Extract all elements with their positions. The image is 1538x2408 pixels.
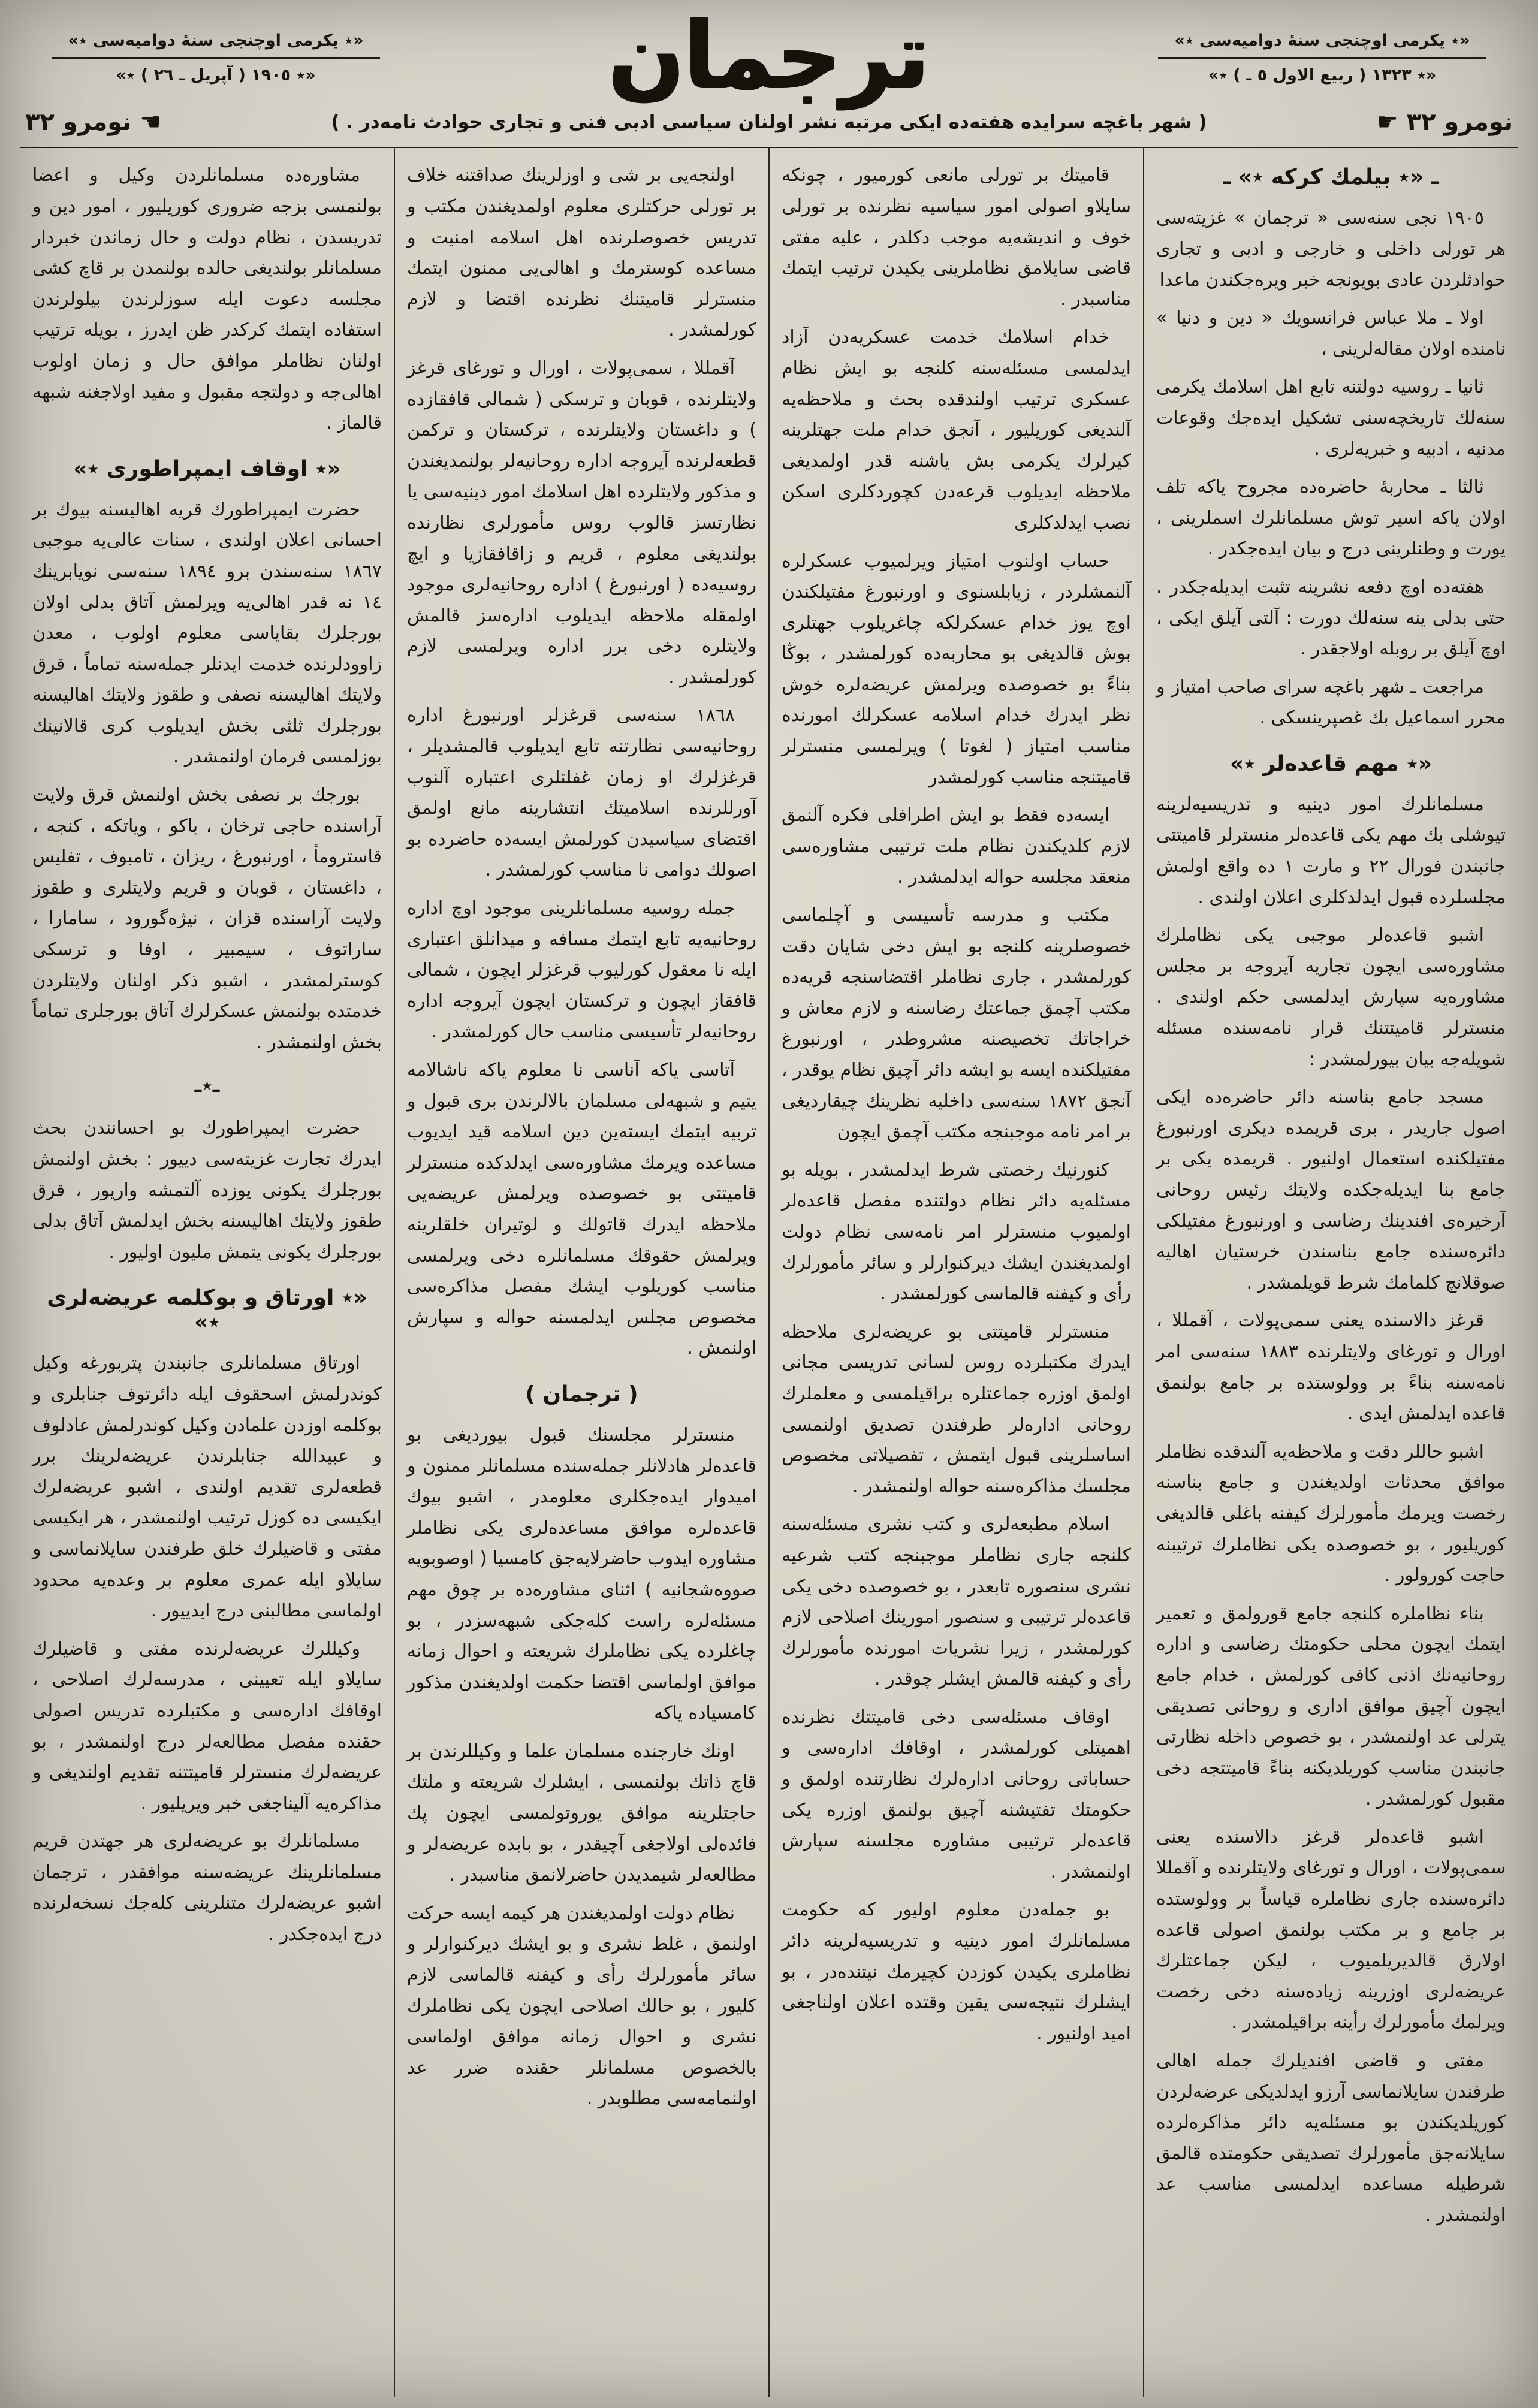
article-paragraph: منسترلر مجلسنك قبول بیوردیغی بو قاعده‌لر هادلانلر جمله‌سنده مسلمانلر ممنون و امیدوار ایده‌جكلری معلومدر ، اشبو بیوك قاعده‌لره موافق مساعده‌لری یكی نظاملر مشاوره ایدوب حاضرلایه‌جق كامسیا ( اوصوبویه صووه‌شجانیه ) اثنای مشاوره‌ده بر چوق مهم مسئله‌لره راست كله‌جكی شبهه‌سزدر ، بو چاغلرده یكی نظاملرك شریعته و احوال زمانه موافق اولماسی اقتضا حكمت اولدیغندن مذكور كامسیاده یاكه (407, 1424, 756, 1724)
article-paragraph: مسلمانلرك بو عریضه‌لری هر جهتدن قریم مسلمانلرینك عریضه‌سنه موافقدر ، ترجمان اشبو عریضه‌لرك متنلرینی كله‌جك نسخه‌لرنده درج ایده‌جكدر . (32, 1831, 382, 1945)
masthead-dateline-left (24, 18, 408, 85)
article-paragraph: بورجك بر نصفی بخش اولنمش قرق ولایت آراسنده حاجی ترخان ، باكو ، ویاتكه ، كنجه ، قاسترومأ ، اورنبورغ ، ریزان ، تامبوف ، تفلیس ، داغستان ، قوبان و قریم ولایتلری و طقوز ولایت آراسنده قزان ، نیژه‌گورود ، سامارا ، ساراتوف ، سیمبیر ، اوفا و ترسكی كوسترلمشدر ، اشبو ذكر اولنان ولایتلردن خدمتده بولنمش عسكرلرك آتاق بورجلری تماماً بخش اولنمشدر . (32, 784, 382, 1053)
article-column-3 (395, 148, 770, 2397)
section-heading: ـ «٭ بیلمك كركه ٭» ـ (1223, 165, 1439, 190)
article-paragraph: آتاسی یاكه آناسی نا معلوم یاكه ناشالامه یتیم و شبهه‌لی مسلمان بالالرندن بری قبول و تربیه ایتمك ایسته‌ین دین اسلامه قید ایدیوب مساعده ویرمك مشاوره‌سی ایدلدكده منسترلر قامیتتی بو خصوصده ویرلمش عریضه‌یی ملاحظه ایدرك قاتولك و لوتیران خلقلرینه ویرلمش حقوقك مسلمانلره دخی ویرلمسی مناسب كوریلوب ایشك مفصل مذاكره‌سی مخصوص مجلس ایدلمسنه حواله و سپارش اولنمش . (407, 1060, 756, 1359)
article-paragraph: اولا ـ ملا عباس فرانسویك « دین و دنیا » نامنده اولان مقاله‌لرینی ، (1156, 307, 1506, 360)
article-paragraph: كنورنیك رخصتی شرط ایدلمشدر ، بویله بو مسئله‌یه دائر نظام دولتنده مفصل قاعده‌لر اولمیوب منسترلر امر نامه‌سی نظام دولت اولمدیغندن ایشك دیركنوارلر و سائر مأمورلرك رأی و كیفنه قالماسی كورلمشدر . (782, 1159, 1131, 1305)
newspaper-title: ترجمان (608, 2, 930, 110)
article-column-2 (770, 148, 1144, 2397)
article-paragraph: ثالثا ـ محاربهٔ حاضره‌ده مجروح یاكه تلف اولان یاكه اسیر توش مسلمانلرك اسملرینی ، یورت و وطنلرینی درج و بیان ایده‌جكدر . (1156, 476, 1506, 560)
article-paragraph: ثانیا ـ روسیه دولتنه تابع اهل اسلامك یكرمی سنه‌لك تاریخچه‌سنی تشكیل ایده‌جك وقوعات مدنیه ، ادبیه و خبریه‌لری . (1156, 376, 1506, 460)
article-paragraph: هفته‌ده اوچ دفعه نشرینه تثبت ایدیله‌جكدر . حتی بدلی ینه سنه‌لك دورت : آلتی آیلق ایكی ، اوچ آیلق بر روبله اولاجقدر . (1156, 576, 1506, 660)
article-paragraph: اونك خارجنده مسلمان علما و وكیللرندن بر قاچ ذاتك بولنمسی ، ایشلرك شریعته و ملتك حاجتلرینه موافق یوروتولمسی ایچون پك فائده‌لی اولاجغی آچیقدر ، بو بابده عریضه‌لر و مطالعه‌لر شیمدیدن حاضرلانمق مناسبدر . (407, 1740, 756, 1886)
article-paragraph: ایسه‌ده فقط بو ایش اطرافلی فكره آلنمق لازم كلدیكندن نظام ملت ترتیبی مشاوره‌سی منعقد مجلسه حواله ایدلمشدر . (782, 805, 1131, 888)
article-paragraph: وكیللرك عریضه‌لرنده مفتی و قاضیلرك سایلاو ایله تعیینی ، مدرسه‌لرك اصلاحی ، اوقافك اداره‌سی و مكتبلرده تدریس اصولی حقنده مفصل مطالعه‌لر درج اولنمشدر ، بو عریضه‌لرك منسترلر قامیتتنه تقدیم اولندیغی و مذاكره‌یه آلیناجغی خبر ویریلیور . (32, 1638, 382, 1814)
article-paragraph: اولنجه‌یی بر شی و اوزلرینك صداقتنه خلاف بر تورلی حركتلری معلوم اولمدیغندن مكتب و تدریس خصوصلرنده اهل اسلامه امنیت و مساعده كوسترمك و اهالی‌یی ممنون ایتمك منسترلر قامیتنك نظرنده اقتضا و لازم كورلمشدر . (407, 165, 756, 341)
article-columns (20, 146, 1518, 2397)
masthead-left-rule (52, 57, 380, 59)
article-paragraph: مراجعت ـ شهر باغچه سرای صاحب امتیاز و محرر اسماعیل بك غصپرینسكی . (1156, 676, 1506, 729)
issue-number-left: نومرو ٣٢ (25, 108, 132, 137)
article-paragraph: آقمللا ، سمی‌پولات ، اورال و تورغای قرغز ولایتلرنده ، قوبان و ترسكی ( شمالی قافقازده ) و داغستان ولایتلرنده ، تركستان و تركمن قطعه‌لرنده آیروجه اداره روحانیه‌لر بولنمدیغندن و مذكور ولایتلرده اهل اسلامك امور دینیه‌سی یا نظارتسز قالوب روس مأمورلری نظارنده بولندیغی معلوم ، قریم و زاقافقازیا و ایچ روسیه‌ده ( اورنبورغ ) اداره روحانیه‌لری موجود اولمقله ملاحظه ایدیلوب اداره‌سز قالمش ولایتلره دخی برر اداره ویرلمسی لازم كورلمشدر . (407, 357, 756, 688)
article-paragraph: مكتب و مدرسه تأسیسی و آچلماسی خصوصلرینه كلنجه بو ایش دخی شایان دقت كورلمشدر ، جاری نظاملر اقتضاسنجه قریه‌ده مكتب آچمق جماعتك رضاسنه و لازم معاش و خراجاتك تخصیصنه مشروطدر ، اورنبورغ مفتیلكنده ایسه بو ایشه دائر آچیق نظام یوقدر ، آنجق ١٨٧٢ سنه‌سی داخلیه نظرینك چیقاردیغی بر امر نامه موجبنجه مكتب آچمق ایچون (782, 905, 1131, 1143)
issue-number-right: نومرو ٣٢ (1406, 108, 1513, 137)
article-paragraph: مسجد جامع بناسنه دائر حاضره‌ده ایكی اصول جاریدر ، بری قریمده دیكری اورنبورغ مفتیلكنده استعمال اولنیور . قریمده یكی بر جامع بنا ایدیله‌جكده ولایتك رئیس روحانی آرخیره‌ی افندینك رضاسی و اورنبورغ مفتیلكی دائره‌سنده جامع بناسندن خرستیان اهالیه صوقلانچ كلمامك شرط قویلمشدر . (1156, 1087, 1506, 1293)
masthead-right-year-line: «٭ یكرمی اوچنجی سنهٔ دوامیه‌سی ٭» (1174, 31, 1470, 50)
section-heading: «٭ اوقاف ایمپراطوری ٭» (73, 456, 341, 481)
article-paragraph: بناء نظاملره كلنجه جامع قورولمق و تعمیر ایتمك ایچون محلی حكومتك رضاسی و اداره روحانیه‌نك اذنی كافی كورلمش ، خدام جامع ایچون آچیق موافق اداری و روحانی تصدیقی یترلی عد اولنمشدر ، بو خصوص داخله نظارتی جانبندن مناسب كوریلدیكنه بناءً قامیتتجه دخی مقبول كورلمشدر . (1156, 1603, 1506, 1810)
article-paragraph: مفتی و قاضی افندیلرك جمله اهالی طرفندن سایلانماسی آرزو ایدلدیكی عرضه‌لردن كوریلدیكندن بو مسئله‌یه دائر مذاكره‌لرده سایلانه‌جق مأمورلرك تصدیقی حكومتده قالمق شرطیله مساعده ایدلمسی مناسب عد اولنمشدر . (1156, 2050, 1506, 2226)
section-heading: «٭ اورتاق و بوكلمه عریضه‌لری ٭» (47, 1286, 367, 1335)
masthead-left-year-line: «٭ یكرمی اوچنجی سنهٔ دوامیه‌سی ٭» (68, 31, 364, 50)
pointer-hand-right-icon: ☛ (1376, 108, 1398, 137)
article-paragraph: مسلمانلرك امور دینیه و تدریسیه‌لرینه تیوشلی بك مهم یكی قاعده‌لر منسترلر قامیتتی جانبندن فورال ٢٢ و مارت ١ ده واقع اولمش مجلسلرده قبول ایدلدكلری اعلان اولندی . (1156, 793, 1506, 908)
pointer-hand-left-icon: ☚ (140, 108, 162, 137)
masthead-left-date-line: «٭ ١٩٠٥ ( آپریل ـ ٢٦ ) ٭» (116, 66, 316, 85)
masthead (20, 2, 1518, 110)
section-divider: ـ٭ـ (194, 1073, 220, 1098)
article-paragraph: حضرت ایمپراطورك قریه اهالیسنه بیوك بر احسانی اعلان اولندی ، سنات عالی‌یه موجبی ١٨٦٧ سنه‌سندن برو ١٨٩٤ سنه‌سی نویابرینك ١٤ نه قدر اهالی‌یه ویرلمش آتاق بدلی اولان بورجلرك بقایاسی معلوم اولوب ، معدن زاوودلرنده خدمت ایدنلر جمله‌سنه تماماً ، قرق ولایتك اهالیسنه نصفی و طقوز ولایتك اهالیسنه بورجلرك ثلثی بخش ایدیلوب كری قالانینك بوزلمسی فرمان اولنمشدر . (32, 499, 382, 768)
masthead-dateline-right (1130, 18, 1514, 85)
article-paragraph: اشبو قاعده‌لر موجبی یكی نظاملرك مشاوره‌سی ایچون تجاریه آیروجه بر مجلس مشاوره‌یه سپارش ایدلمسی حكم اولندی . منسترلر قامیتتنك قرار نامه‌سنده مسئله شویله‌جه بیان بیورلمشدر : (1156, 925, 1506, 1070)
article-paragraph: قامیتك بر تورلی مانعی كورمیور ، چونكه سایلاو اصولی امور سیاسیه نظرنده بر تورلی خوف و اندیشه‌یه موجب دكلدر ، علیه مفتی قاضی سایلامق نظاملرینی یكیدن ترتیب ایتمك مناسبدر . (782, 165, 1131, 310)
masthead-right-rule (1158, 57, 1486, 59)
article-paragraph: ١٩٠٥ نجی سنه‌سی « ترجمان » غزیته‌سی هر تورلی داخلی و خارجی و ادبی و تجاری حوادثلردن عادی بویونجه خبر ویره‌جكندن ماعدا (1156, 207, 1506, 291)
article-paragraph: خدام اسلامك خدمت عسكریه‌دن آزاد ایدلمسی مسئله‌سنه كلنجه بو ایش نظام عسكری ترتیب اولندقده بحث و ملاحظه‌یه آلندیغی كوریلیور ، آنجق خدام ملت جهتلرینه كیرلرك یكرمی بش یاشنه قدر اولمدیغی ملاحظه ایدیلوب قرعه‌دن كچوردكلری اسكن نصب ایدلدكلری (782, 327, 1131, 533)
article-column-4 (20, 148, 395, 2397)
article-paragraph: حساب اولنوب امتیاز ویرلمیوب عسكرلره آلنمشلردر ، زیابلسنوی و اورنبورغ مفتیلكندن اوچ یوز خدام عسكرلكه چاغریلوب جهتلری بوش قالدیغی بو محاربه‌ده كورلمشدر ، بوڭا بناءً بو خصوصده ویرلمش عریضه‌لره خوش نظر ایدرك خدام اسلامه عسكرلك امورنده مناسب امتیاز ( لغوتا ) ویرلمسی منسترلر قامیتنجه مناسب كورلمشدر (782, 550, 1131, 788)
section-heading: ( ترجمان ) (525, 1381, 638, 1407)
article-paragraph: نظام دولت اولمدیغندن هر كیمه ایسه حركت اولنمق ، غلط نشری و بو ایشك دیركنوارلر و سائر مأمورلرك رأی و كیفنه قالماسی لازم كلیور ، بو حالك اصلاحی ایچون یكی نظاملرك نشری و احوال زمانه موافق اولماسی بالخصوص مسلمانلر حقنده ضرر عد اولنمامه‌سی مطلوبدر . (407, 1902, 756, 2110)
article-paragraph: قرغز دالاسنده یعنی سمی‌پولات ، آقمللا ، اورال و تورغای ولایتلرنده ١٨٨٣ سنه‌سی امر نامه‌سنه بناءً بر وولوستده بر جامع بولنمق قاعده ایدلمش ایدی . (1156, 1310, 1506, 1425)
newspaper-subtitle: ( شهر باغچه سرایده هفته‌ده ایكی مرتبه نشر اولنان سیاسی ادبی فنی و تجاری حوادث نامه‌در . ) (331, 111, 1207, 134)
article-paragraph: ١٨٦٨ سنه‌سی قرغزلر اورنبورغ اداره روحانیه‌سی نظارتنه تابع ایدیلوب قالمشدیلر ، قرغزلرك او زمان غفلتلری اعتباره آلنوب آورللرنده اسلامیتك انتشارینه مانع اولمق اقتضای سیاسیدن كورلمش ایسه‌ده حاضرده بو اصولك دوامی نا مناسب كورلمشدر . (407, 705, 756, 881)
article-paragraph: جمله روسیه مسلمانلرینی موجود اوچ اداره روحانیه‌یه تابع ایتمك مسافه و میدانلق اعتباری ایله نا معقول كورلیوب قرغزلر ایچون ، شمالی قافقاز ایچون و تركستان ایچون آیروجه اداره روحانیه‌لر تأسیسی مناسب حال كورلمشدر . (407, 898, 756, 1043)
article-paragraph: اشبو قاعده‌لر قرغز دالاسنده یعنی سمی‌پولات ، اورال و تورغای ولایتلرنده و آقمللا دائره‌سنده جاری نظاملره قیاساً بر وولوستده بر جامع و بر مكتب بولنمق اصولی قاعده اولارق قالدیریلمیوب ، لیكن جماعتلرك عریضه‌لری اوزرینه زیاده‌سنه دخی رخصت ویرلمك مأمورلرك رأینه براقیلمشدر . (1156, 1826, 1506, 2033)
article-paragraph: اوقاف مسئله‌سی دخی قامیتتك نظرنده اهمیتلی كورلمشدر ، اوقافك اداره‌سی و حساباتی روحانی اداره‌لرك نظارتنده اولمق و حكومتك تفتیشنه آچیق بولنمق اوزره یكی قاعده‌لر ترتیبی مشاوره مجلسنه سپارش اولنمشدر . (782, 1706, 1131, 1882)
section-heading: «٭ مهم قاعده‌لر ٭» (1229, 751, 1433, 776)
article-paragraph: مشاوره‌ده مسلمانلردن وكیل و اعضا بولنمسی بزجه ضروری كوریلیور ، امور دین و تدریسدن ، نظام دولت و حال زماندن خبردار مسلمانلر بولندیغی حالده بولنمدن بر قاچ كشی مجلسه دعوت ایله سوزلرندن بیلولرندن استفاده ایتمك كركدر ظن ایدرز ، بویله ترتیب اولنان نظاملر موافق حال و زمان اولوب اهالی‌جه و دولتجه مقبول و مفید اولاجغنه شبهه قالماز . (32, 165, 382, 434)
article-paragraph: اشبو حاللر دقت و ملاحظه‌یه آلندقده نظاملر موافق محدثات اولدیغندن و جامع بناسنه رخصت ویرمك مأمورلرك كیفنه باغلی قالدیغی كوریلیور ، بو خصوصده یكی نظاملرك ترتیبنه حاجت كورولور . (1156, 1441, 1506, 1586)
article-column-1 (1144, 148, 1518, 2397)
article-paragraph: حضرت ایمپراطورك بو احسانندن بحث ایدرك تجارت غزیته‌سی دییور : بخش اولنمش بورجلرك یكونی یوزده آلتمشه واریور ، قرق طقوز ولایتك اهالیسنه بخش ایدلمش آتاق بدلی بورجلرك یكونی یتمش ملیون اولیور . (32, 1118, 382, 1263)
masthead-right-date-line: «٭ ١٣٢٣ ( ربیع الاول ٥ ـ ) ٭» (1208, 66, 1437, 85)
article-paragraph: منسترلر قامیتتی بو عریضه‌لری ملاحظه ایدرك مكتبلرده روس لسانی تدریسی مجانی اولمق اوزره جماعتلره براقیلمسی و معلملرك روحانی اداره‌لر طرفندن تصدیق اولنمسی اساسلرینی قبول ایتمش ، تفصیلاتی مخصوص مجلسك مذاكره‌سنه حواله اولنمشدر . (782, 1321, 1131, 1497)
article-paragraph: بو جمله‌دن معلوم اولیور كه حكومت مسلمانلرك امور دینیه و تدریسیه‌لرینه دائر نظاملری یكیدن كوزدن كچیرمك نیتنده‌در ، بو ایشلرك نتیجه‌سی یقین وقتده اعلان اولناجغی امید اولنیور . (782, 1899, 1131, 2044)
article-paragraph: اورتاق مسلمانلری جانبندن پتربورغه وكیل كوندرلمش اسحقوف ایله دائرتوف جنابلری و بوكلمه اوزدن علمادن وكیل كوندرلمش عادلوف و عبیدالله جنابلرندن عریضه‌لرینك برر قطعه‌لری تقدیم اولندی ، اشبو عریضه‌لرك ایكیسی ده كوزل ترتیب اولنمشدر ، هر ایكیسی مفتی و قاضیلرك خلق طرفندن سایلانماسی و سایلاو ایله عمری معلوم بر وعده‌یه محدود اولماسی مطالبنی درج ایدییور . (32, 1353, 382, 1622)
article-paragraph: اسلام مطبعه‌لری و كتب نشری مسئله‌سنه كلنجه جاری نظاملر موجبنجه كتب شرعیه نشری سنصوره تابعدر ، بو خصوصده دخی یكی قاعده‌لر ترتیبی و سنصور امورینك اصلاحی لازم كورلمشدر ، زیرا نشریات امورنده مأمورلرك رأی و كیفنه قالمش ایشلر چوقدر . (782, 1514, 1131, 1690)
